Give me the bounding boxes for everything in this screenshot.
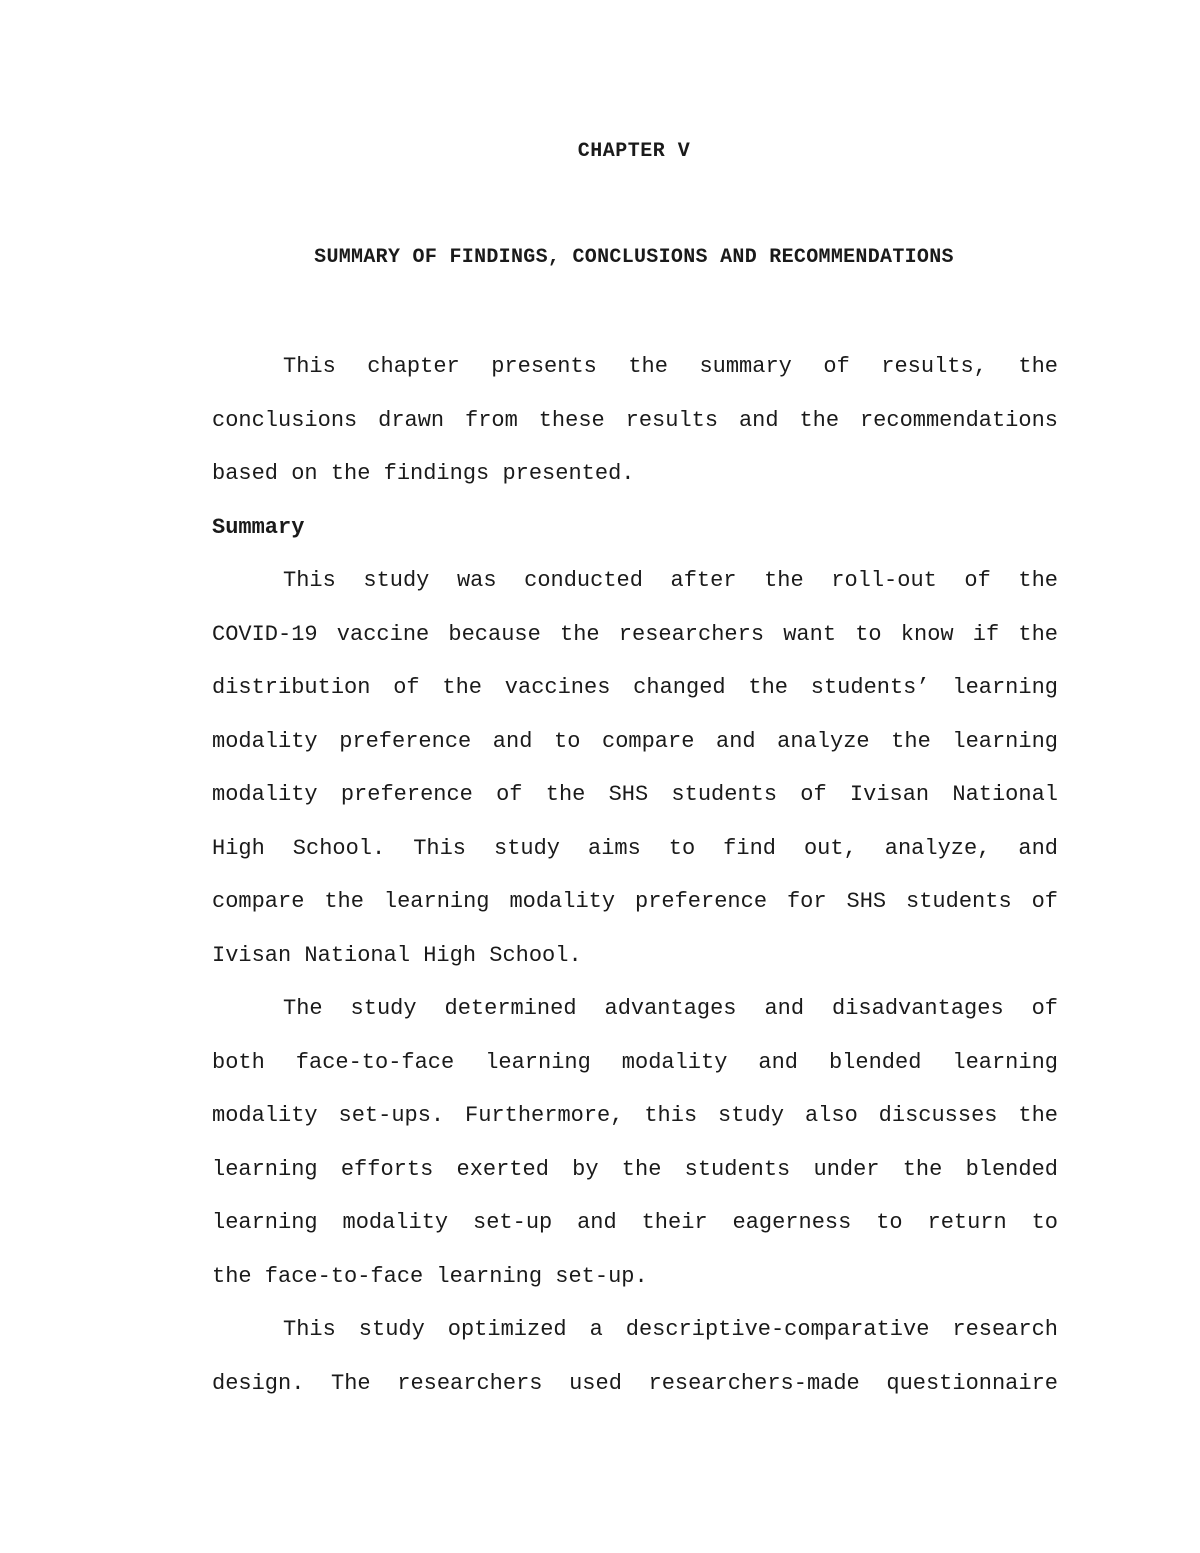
paragraph-line: modality preference and to compare and analyze the learning [212,728,1058,754]
paragraph-line: design. The researchers used researchers-made questionnaire [212,1370,1058,1396]
intro-line: based on the findings presented. [212,461,635,486]
document-body [212,340,1058,1410]
paragraph-line: The study determined advantages and disadvantages of [283,996,1058,1021]
chapter-label: CHAPTER V [577,140,691,163]
paragraph-line: Ivisan National High School. [212,942,582,968]
paragraph-line: High School. This study aims to find out, analyze, and [212,835,1058,861]
intro-line: This chapter presents the summary of results, the [283,354,1058,379]
paragraph-line: COVID-19 vaccine because the researchers want to know if the [212,621,1058,647]
paragraph-line: modality preference of the SHS students of Ivisan National [212,782,1058,807]
chapter-title: SUMMARY OF FINDINGS, CONCLUSIONS AND RECOMMENDATIONS [314,246,954,269]
paragraph-line: modality set-ups. Furthermore, this study also discusses the [212,1103,1058,1128]
intro-line: conclusions drawn from these results and the recommendations [212,407,1058,433]
paragraph-line: both face-to-face learning modality and blended learning [212,1049,1058,1075]
paragraph-line: the face-to-face learning set-up. [212,1263,648,1289]
paragraph-line: learning efforts exerted by the students under the blended [212,1156,1058,1182]
paragraph-line: distribution of the vaccines changed the students’ learning [212,675,1058,700]
paragraph-line: This study optimized a descriptive-comparative research [283,1317,1058,1342]
summary-heading: Summary [212,514,305,540]
paragraph-line: compare the learning modality preference for SHS students of [212,889,1058,914]
paragraph-line: This study was conducted after the roll-out of the [283,568,1058,593]
paragraph-line: learning modality set-up and their eagerness to return to [212,1210,1058,1235]
